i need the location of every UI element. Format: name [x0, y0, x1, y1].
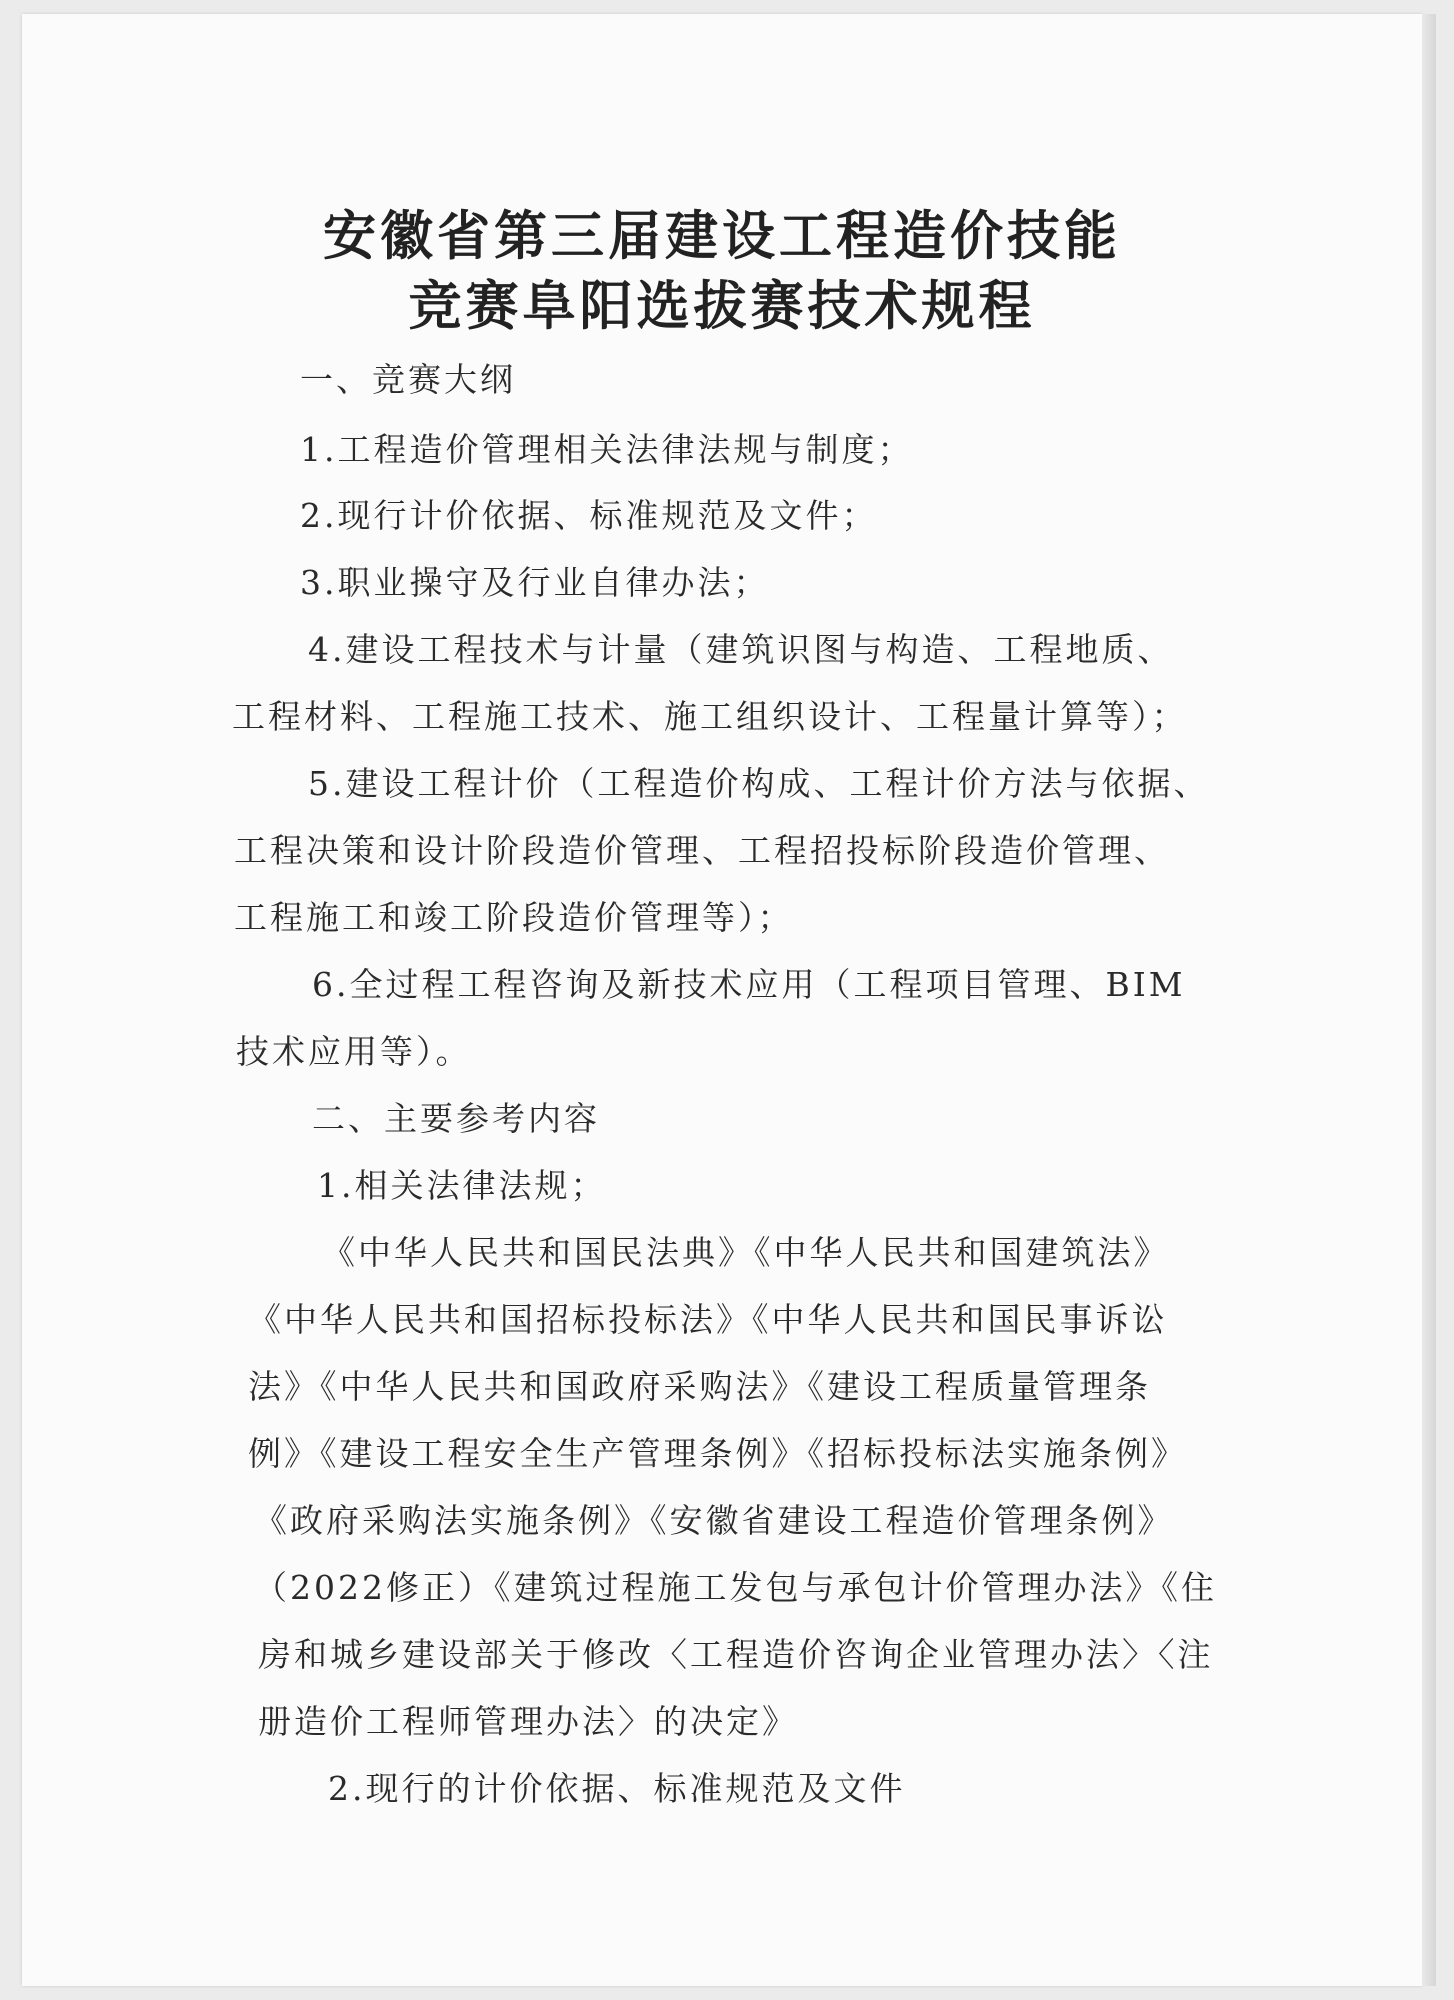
law-list-line-3: 法》《中华人民共和国政府采购法》《建设工程质量管理条: [248, 1367, 1151, 1406]
law-list-line-5: 《政府采购法实施条例》《安徽省建设工程造价管理条例》: [254, 1501, 1174, 1540]
document-title-line1: 安徽省第三届建设工程造价技能: [323, 205, 1121, 267]
law-list-line-6: （2022修正）《建筑过程施工发包与承包计价管理办法》《住: [254, 1568, 1217, 1607]
outline-item-6: 6.全过程工程咨询及新技术应用（工程项目管理、BIM: [312, 965, 1186, 1004]
outline-item-1: 1.工程造价管理相关法律法规与制度；: [300, 430, 914, 469]
outline-item-4-cont: 工程材料、工程施工技术、施工组织设计、工程量计算等）；: [232, 697, 1188, 736]
document-page: [22, 14, 1422, 1986]
outline-item-2: 2.现行计价依据、标准规范及文件；: [300, 496, 878, 535]
law-list-line-8: 册造价工程师管理办法〉的决定》: [258, 1702, 798, 1741]
reference-item-1: 1.相关法律法规；: [317, 1166, 607, 1205]
law-list-line-4: 例》《建设工程安全生产管理条例》《招标投标法实施条例》: [248, 1434, 1187, 1473]
section-heading-outline: 一、竞赛大纲: [300, 360, 516, 399]
outline-item-5-cont2: 工程施工和竣工阶段造价管理等）；: [234, 898, 794, 937]
law-list-line-1: 《中华人民共和国民法典》《中华人民共和国建筑法》: [322, 1233, 1170, 1272]
page-edge: [1422, 14, 1436, 1986]
outline-item-4: 4.建设工程技术与计量（建筑识图与构造、工程地质、: [308, 630, 1174, 669]
law-list-line-7: 房和城乡建设部关于修改〈工程造价咨询企业管理办法〉〈注: [258, 1635, 1214, 1674]
reference-item-2: 2.现行的计价依据、标准规范及文件: [328, 1769, 906, 1808]
outline-item-5: 5.建设工程计价（工程造价构成、工程计价方法与依据、: [308, 764, 1210, 803]
outline-item-3: 3.职业操守及行业自律办法；: [300, 563, 770, 602]
section-heading-references: 二、主要参考内容: [312, 1099, 600, 1138]
document-title-line2: 竞赛阜阳选拔赛技术规程: [408, 275, 1036, 337]
law-list-line-2: 《中华人民共和国招标投标法》《中华人民共和国民事诉讼: [248, 1300, 1168, 1339]
outline-item-6-cont: 技术应用等）。: [236, 1032, 472, 1071]
outline-item-5-cont1: 工程决策和设计阶段造价管理、工程招投标阶段造价管理、: [234, 831, 1170, 870]
